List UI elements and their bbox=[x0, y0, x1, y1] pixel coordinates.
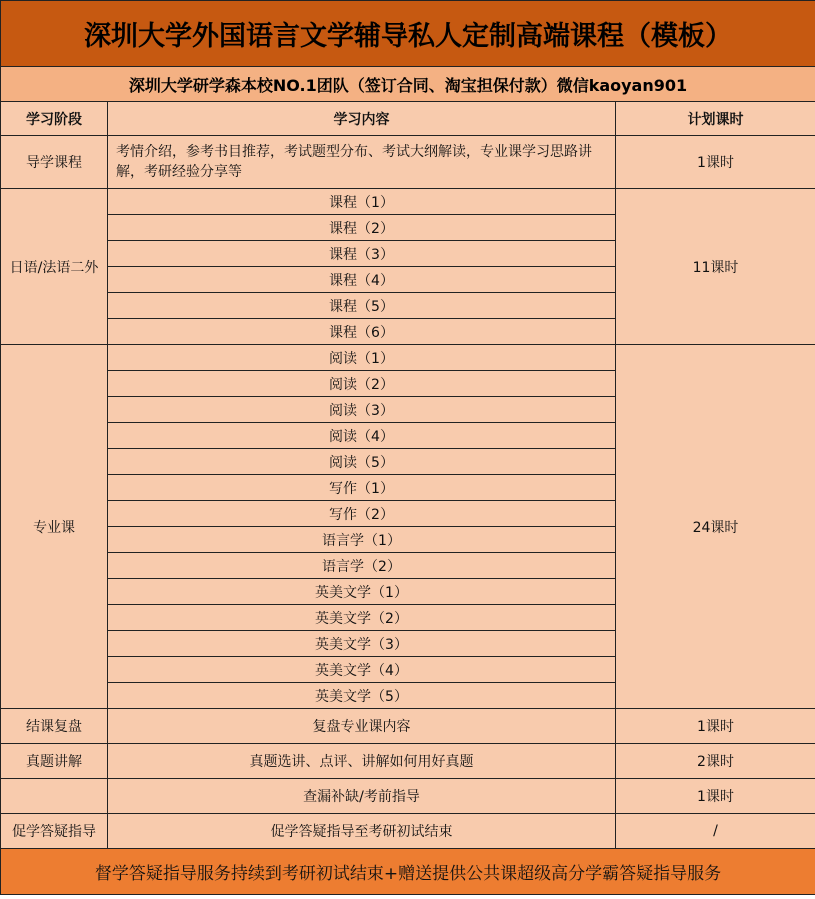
table-row bbox=[1, 814, 815, 849]
stage-cell: 促学答疑指导 bbox=[1, 814, 108, 849]
content-cell: 英美文学（1） bbox=[108, 579, 616, 605]
content-cell: 真题选讲、点评、讲解如何用好真题 bbox=[108, 744, 616, 779]
table-row bbox=[1, 345, 815, 371]
content-cell: 英美文学（3） bbox=[108, 631, 616, 657]
page-subtitle: 深圳大学研学森本校NO.1团队（签订合同、淘宝担保付款）微信kaoyan901 bbox=[1, 67, 815, 102]
content-cell: 课程（6） bbox=[108, 319, 616, 345]
header-hours: 计划课时 bbox=[616, 102, 815, 136]
table-row bbox=[1, 709, 815, 744]
content-cell: 复盘专业课内容 bbox=[108, 709, 616, 744]
content-cell: 阅读（3） bbox=[108, 397, 616, 423]
content-cell: 考情介绍，参考书目推荐，考试题型分布、考试大纲解读，专业课学习思路讲解，考研经验分享等 bbox=[108, 136, 616, 189]
hours-cell: 2课时 bbox=[616, 744, 815, 779]
content-cell: 阅读（4） bbox=[108, 423, 616, 449]
content-cell: 阅读（1） bbox=[108, 345, 616, 371]
content-cell: 英美文学（2） bbox=[108, 605, 616, 631]
stage-cell: 真题讲解 bbox=[1, 744, 108, 779]
content-cell: 英美文学（5） bbox=[108, 683, 616, 709]
stage-cell bbox=[1, 779, 108, 814]
content-cell: 阅读（2） bbox=[108, 371, 616, 397]
header-content: 学习内容 bbox=[108, 102, 616, 136]
content-cell: 阅读（5） bbox=[108, 449, 616, 475]
table-row bbox=[1, 779, 815, 814]
page-title: 深圳大学外国语言文学辅导私人定制高端课程（模板） bbox=[1, 1, 815, 67]
content-cell: 英美文学（4） bbox=[108, 657, 616, 683]
hours-cell: 11课时 bbox=[616, 189, 815, 345]
table-row bbox=[1, 189, 815, 215]
footer-note: 督学答疑指导服务持续到考研初试结束+赠送提供公共课超级高分学霸答疑指导服务 bbox=[1, 849, 815, 895]
stage-cell: 结课复盘 bbox=[1, 709, 108, 744]
stage-cell: 专业课 bbox=[1, 345, 108, 709]
content-cell: 促学答疑指导至考研初试结束 bbox=[108, 814, 616, 849]
stage-cell: 日语/法语二外 bbox=[1, 189, 108, 345]
hours-cell: 1课时 bbox=[616, 779, 815, 814]
table-row bbox=[1, 136, 815, 189]
content-cell: 课程（1） bbox=[108, 189, 616, 215]
content-cell: 查漏补缺/考前指导 bbox=[108, 779, 616, 814]
content-cell: 课程（2） bbox=[108, 215, 616, 241]
table-row bbox=[1, 744, 815, 779]
content-cell: 语言学（2） bbox=[108, 553, 616, 579]
hours-cell: / bbox=[616, 814, 815, 849]
hours-cell: 24课时 bbox=[616, 345, 815, 709]
content-cell: 课程（3） bbox=[108, 241, 616, 267]
content-cell: 写作（2） bbox=[108, 501, 616, 527]
content-cell: 课程（4） bbox=[108, 267, 616, 293]
content-cell: 写作（1） bbox=[108, 475, 616, 501]
header-stage: 学习阶段 bbox=[1, 102, 108, 136]
content-cell: 课程（5） bbox=[108, 293, 616, 319]
content-cell: 语言学（1） bbox=[108, 527, 616, 553]
stage-cell: 导学课程 bbox=[1, 136, 108, 189]
hours-cell: 1课时 bbox=[616, 136, 815, 189]
hours-cell: 1课时 bbox=[616, 709, 815, 744]
